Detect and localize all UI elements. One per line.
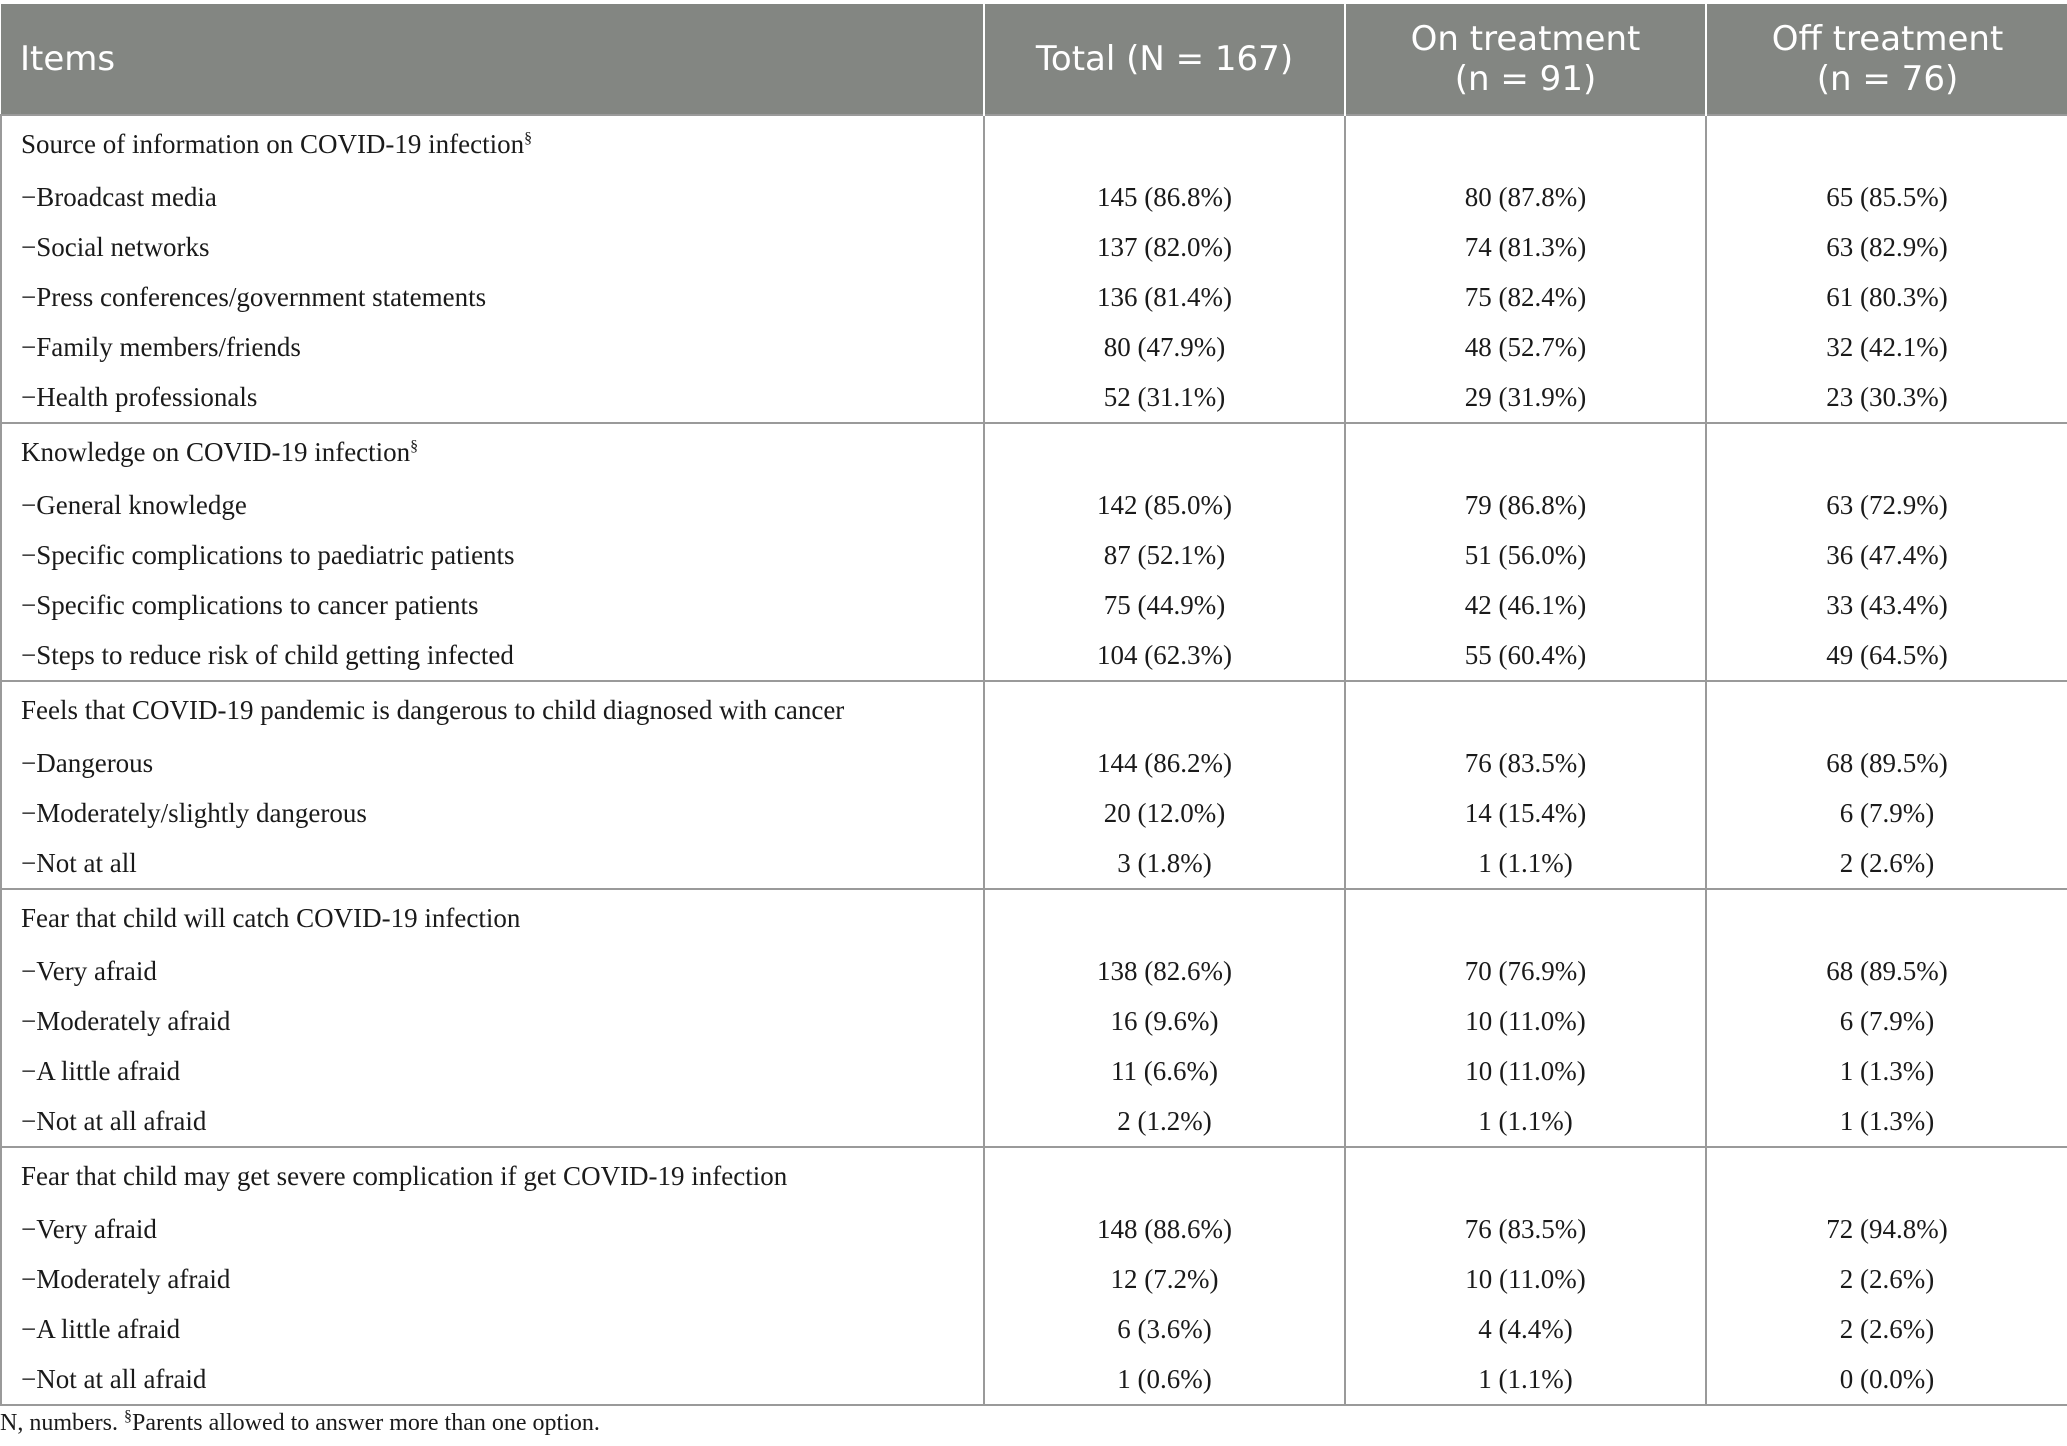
table-row — [1, 996, 2067, 1046]
total-cell: 87 (52.1%) — [984, 530, 1345, 580]
table-row — [1, 1046, 2067, 1096]
empty-cell — [1345, 681, 1706, 738]
table-row — [1, 630, 2067, 681]
on-treatment-cell: 10 (11.0%) — [1345, 1046, 1706, 1096]
on-treatment-cell: 79 (86.8%) — [1345, 480, 1706, 530]
header-total — [984, 4, 1345, 115]
table-row — [1, 1354, 2067, 1405]
group-heading — [1, 681, 984, 738]
item-cell: −Steps to reduce risk of child getting infected — [1, 630, 984, 681]
total-cell: 2 (1.2%) — [984, 1096, 1345, 1147]
total-cell: 136 (81.4%) — [984, 272, 1345, 322]
empty-cell — [984, 1147, 1345, 1204]
item-cell: −Not at all afraid — [1, 1354, 984, 1405]
total-cell: 20 (12.0%) — [984, 788, 1345, 838]
total-cell: 11 (6.6%) — [984, 1046, 1345, 1096]
table-row — [1, 580, 2067, 630]
item-cell: −Press conferences/government statements — [1, 272, 984, 322]
off-treatment-cell: 68 (89.5%) — [1706, 946, 2067, 996]
empty-cell — [1706, 115, 2067, 172]
table-row — [1, 1096, 2067, 1147]
empty-cell — [984, 423, 1345, 480]
table-row — [1, 1204, 2067, 1254]
empty-cell — [1345, 423, 1706, 480]
on-treatment-cell: 1 (1.1%) — [1345, 1096, 1706, 1147]
table-row — [1, 322, 2067, 372]
total-cell: 16 (9.6%) — [984, 996, 1345, 1046]
off-treatment-cell: 63 (72.9%) — [1706, 480, 2067, 530]
table-row — [1, 530, 2067, 580]
item-cell: −Not at all — [1, 838, 984, 889]
group-heading-symbol: § — [524, 129, 533, 147]
table-row — [1, 372, 2067, 423]
table-body — [1, 115, 2067, 1405]
group-heading-text: Source of information on COVID-19 infection — [21, 128, 525, 159]
header-text-line: Items — [20, 39, 116, 79]
group-heading-text: Fear that child may get severe complication if get COVID-19 infection — [21, 1160, 788, 1191]
on-treatment-cell: 14 (15.4%) — [1345, 788, 1706, 838]
empty-cell — [1345, 115, 1706, 172]
total-cell: 3 (1.8%) — [984, 838, 1345, 889]
item-cell: −A little afraid — [1, 1304, 984, 1354]
item-cell: −Moderately afraid — [1, 996, 984, 1046]
total-cell: 138 (82.6%) — [984, 946, 1345, 996]
group-heading-row — [1, 115, 2067, 172]
total-cell: 104 (62.3%) — [984, 630, 1345, 681]
table-row — [1, 838, 2067, 889]
on-treatment-cell: 76 (83.5%) — [1345, 1204, 1706, 1254]
on-treatment-cell: 55 (60.4%) — [1345, 630, 1706, 681]
off-treatment-cell: 49 (64.5%) — [1706, 630, 2067, 681]
total-cell: 80 (47.9%) — [984, 322, 1345, 372]
total-cell: 148 (88.6%) — [984, 1204, 1345, 1254]
group-heading-text: Feels that COVID-19 pandemic is dangerous to child diagnosed with cancer — [21, 694, 845, 725]
header-items — [1, 4, 984, 115]
on-treatment-cell: 51 (56.0%) — [1345, 530, 1706, 580]
group-heading-row — [1, 889, 2067, 946]
on-treatment-cell: 80 (87.8%) — [1345, 172, 1706, 222]
total-cell: 75 (44.9%) — [984, 580, 1345, 630]
header-text-line: (n = 91) — [1454, 59, 1597, 99]
off-treatment-cell: 63 (82.9%) — [1706, 222, 2067, 272]
header-text-line: Total (N = 167) — [1035, 39, 1294, 79]
empty-cell — [1706, 1147, 2067, 1204]
off-treatment-cell: 2 (2.6%) — [1706, 1304, 2067, 1354]
total-cell: 145 (86.8%) — [984, 172, 1345, 222]
item-cell: −Dangerous — [1, 738, 984, 788]
table-row — [1, 1254, 2067, 1304]
off-treatment-cell: 6 (7.9%) — [1706, 996, 2067, 1046]
total-cell: 142 (85.0%) — [984, 480, 1345, 530]
total-cell: 6 (3.6%) — [984, 1304, 1345, 1354]
off-treatment-cell: 65 (85.5%) — [1706, 172, 2067, 222]
on-treatment-cell: 10 (11.0%) — [1345, 996, 1706, 1046]
total-cell: 12 (7.2%) — [984, 1254, 1345, 1304]
group-heading — [1, 423, 984, 480]
table-header — [1, 4, 2067, 115]
off-treatment-cell: 6 (7.9%) — [1706, 788, 2067, 838]
on-treatment-cell: 42 (46.1%) — [1345, 580, 1706, 630]
table-row — [1, 1304, 2067, 1354]
table-row — [1, 222, 2067, 272]
item-cell: −Health professionals — [1, 372, 984, 423]
empty-cell — [1706, 423, 2067, 480]
item-cell: −Broadcast media — [1, 172, 984, 222]
on-treatment-cell: 74 (81.3%) — [1345, 222, 1706, 272]
table-row — [1, 738, 2067, 788]
group-heading — [1, 889, 984, 946]
item-cell: −Very afraid — [1, 946, 984, 996]
off-treatment-cell: 61 (80.3%) — [1706, 272, 2067, 322]
item-cell: −Not at all afraid — [1, 1096, 984, 1147]
off-treatment-cell: 72 (94.8%) — [1706, 1204, 2067, 1254]
table-row — [1, 946, 2067, 996]
on-treatment-cell: 1 (1.1%) — [1345, 838, 1706, 889]
off-treatment-cell: 2 (2.6%) — [1706, 838, 2067, 889]
total-cell: 1 (0.6%) — [984, 1354, 1345, 1405]
total-cell: 144 (86.2%) — [984, 738, 1345, 788]
off-treatment-cell: 68 (89.5%) — [1706, 738, 2067, 788]
group-heading — [1, 115, 984, 172]
off-treatment-cell: 23 (30.3%) — [1706, 372, 2067, 423]
empty-cell — [984, 889, 1345, 946]
item-cell: −Family members/friends — [1, 322, 984, 372]
empty-cell — [984, 681, 1345, 738]
on-treatment-cell: 70 (76.9%) — [1345, 946, 1706, 996]
header-row — [1, 4, 2067, 115]
off-treatment-cell: 36 (47.4%) — [1706, 530, 2067, 580]
table-row — [1, 172, 2067, 222]
header-on-treatment — [1345, 4, 1706, 115]
header-off-treatment — [1706, 4, 2067, 115]
on-treatment-cell: 48 (52.7%) — [1345, 322, 1706, 372]
empty-cell — [984, 115, 1345, 172]
group-heading-row — [1, 1147, 2067, 1204]
off-treatment-cell: 32 (42.1%) — [1706, 322, 2067, 372]
empty-cell — [1706, 681, 2067, 738]
item-cell: −A little afraid — [1, 1046, 984, 1096]
header-text-line: Off treatment — [1771, 19, 2004, 59]
empty-cell — [1345, 1147, 1706, 1204]
table-row — [1, 480, 2067, 530]
on-treatment-cell: 76 (83.5%) — [1345, 738, 1706, 788]
off-treatment-cell: 2 (2.6%) — [1706, 1254, 2067, 1304]
item-cell: −General knowledge — [1, 480, 984, 530]
header-text-line: (n = 76) — [1816, 59, 1959, 99]
off-treatment-cell: 0 (0.0%) — [1706, 1354, 2067, 1405]
item-cell: −Moderately afraid — [1, 1254, 984, 1304]
group-heading — [1, 1147, 984, 1204]
footnote-text-continued: Parents allowed to answer more than one option. — [131, 1410, 600, 1436]
group-heading-row — [1, 681, 2067, 738]
on-treatment-cell: 29 (31.9%) — [1345, 372, 1706, 423]
total-cell: 52 (31.1%) — [984, 372, 1345, 423]
group-heading-row — [1, 423, 2067, 480]
group-heading-text: Fear that child will catch COVID-19 infection — [21, 902, 521, 933]
off-treatment-cell: 1 (1.3%) — [1706, 1096, 2067, 1147]
off-treatment-cell: 1 (1.3%) — [1706, 1046, 2067, 1096]
footnote-text: N, numbers. — [0, 1410, 124, 1436]
item-cell: −Specific complications to cancer patients — [1, 580, 984, 630]
on-treatment-cell: 75 (82.4%) — [1345, 272, 1706, 322]
item-cell: −Moderately/slightly dangerous — [1, 788, 984, 838]
empty-cell — [1706, 889, 2067, 946]
on-treatment-cell: 10 (11.0%) — [1345, 1254, 1706, 1304]
item-cell: −Social networks — [1, 222, 984, 272]
on-treatment-cell: 1 (1.1%) — [1345, 1354, 1706, 1405]
empty-cell — [1345, 889, 1706, 946]
data-table-container — [0, 4, 2067, 1406]
header-text-line: On treatment — [1410, 19, 1641, 59]
group-heading-text: Knowledge on COVID-19 infection — [21, 436, 411, 467]
footnote-symbol: § — [123, 1408, 132, 1425]
table-row — [1, 272, 2067, 322]
item-cell: −Very afraid — [1, 1204, 984, 1254]
off-treatment-cell: 33 (43.4%) — [1706, 580, 2067, 630]
results-table — [0, 4, 2067, 1406]
table-footnote — [0, 1410, 600, 1437]
on-treatment-cell: 4 (4.4%) — [1345, 1304, 1706, 1354]
table-row — [1, 788, 2067, 838]
item-cell: −Specific complications to paediatric patients — [1, 530, 984, 580]
group-heading-symbol: § — [410, 437, 419, 455]
total-cell: 137 (82.0%) — [984, 222, 1345, 272]
